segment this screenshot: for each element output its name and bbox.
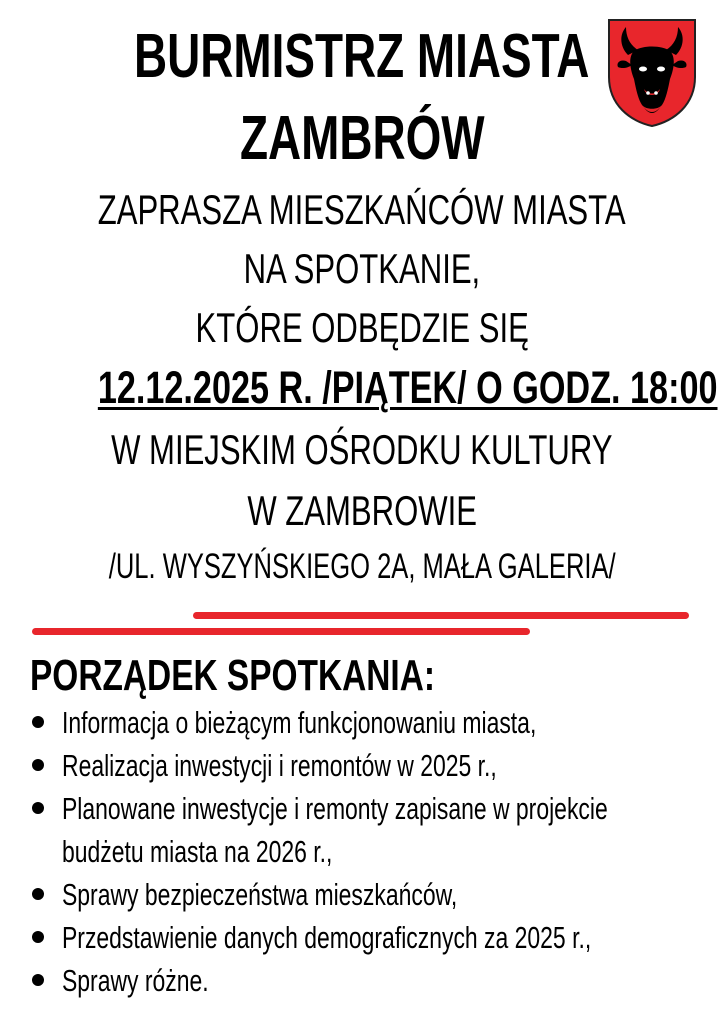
bullet-icon xyxy=(32,974,44,986)
invite-line-3 xyxy=(0,303,724,353)
agenda-item xyxy=(32,787,712,873)
venue-line-2-text: W ZAMBROWIE xyxy=(247,487,477,534)
invite-line-3-text: KTÓRE ODBĘDZIE SIĘ xyxy=(195,304,529,351)
title-line-1-text: BURMISTRZ MIASTA xyxy=(134,22,590,91)
agenda-heading xyxy=(30,650,563,702)
agenda-item-text: Realizacja inwestycji i remontów w 2025 r., xyxy=(62,748,497,783)
agenda-item xyxy=(32,959,712,1002)
meeting-date-text: 12.12.2025 R. /PIĄTEK/ O GODZ. 18:00 xyxy=(97,362,718,413)
agenda-item xyxy=(32,744,712,787)
agenda-item xyxy=(32,873,712,916)
agenda-heading-text: PORZĄDEK SPOTKANIA: xyxy=(30,651,436,700)
invite-line-1 xyxy=(0,185,724,235)
agenda-item-text: Planowane inwestycje i remonty zapisane w projekcie xyxy=(62,791,608,826)
red-divider-lower xyxy=(32,628,530,635)
venue-line-2 xyxy=(0,486,724,536)
agenda-item-text-continued: budżetu miasta na 2026 r., xyxy=(62,834,333,869)
venue-address-text: /UL. WYSZYŃSKIEGO 2A, MAŁA GALERIA/ xyxy=(108,547,616,586)
agenda-item-text: Informacja o bieżącym funkcjonowaniu miasta, xyxy=(62,705,537,740)
bison-head-coat-of-arms-icon xyxy=(606,17,698,129)
red-divider-upper xyxy=(193,612,689,619)
venue-line-1-text: W MIEJSKIM OŚRODKU KULTURY xyxy=(111,426,613,473)
agenda-item-text: Sprawy różne. xyxy=(62,963,209,998)
title-line-2-text: ZAMBRÓW xyxy=(239,104,485,173)
bullet-icon xyxy=(32,931,44,943)
venue-address xyxy=(0,545,724,589)
invite-line-2-text: NA SPOTKANIE, xyxy=(243,245,481,292)
agenda-item xyxy=(32,701,712,744)
bullet-icon xyxy=(32,888,44,900)
bullet-icon xyxy=(32,802,44,814)
agenda-item-text: Przedstawienie danych demograficznych za 2025 r., xyxy=(62,920,592,955)
invite-line-2 xyxy=(0,244,724,294)
bullet-icon xyxy=(32,759,44,771)
agenda-item-text: Sprawy bezpieczeństwa mieszkańców, xyxy=(62,877,458,912)
agenda-item xyxy=(32,916,712,959)
bullet-icon xyxy=(32,716,44,728)
meeting-date xyxy=(0,362,724,414)
venue-line-1 xyxy=(0,425,724,475)
invite-line-1-text: ZAPRASZA MIESZKAŃCÓW MIASTA xyxy=(98,186,626,233)
agenda-list xyxy=(32,701,712,1002)
